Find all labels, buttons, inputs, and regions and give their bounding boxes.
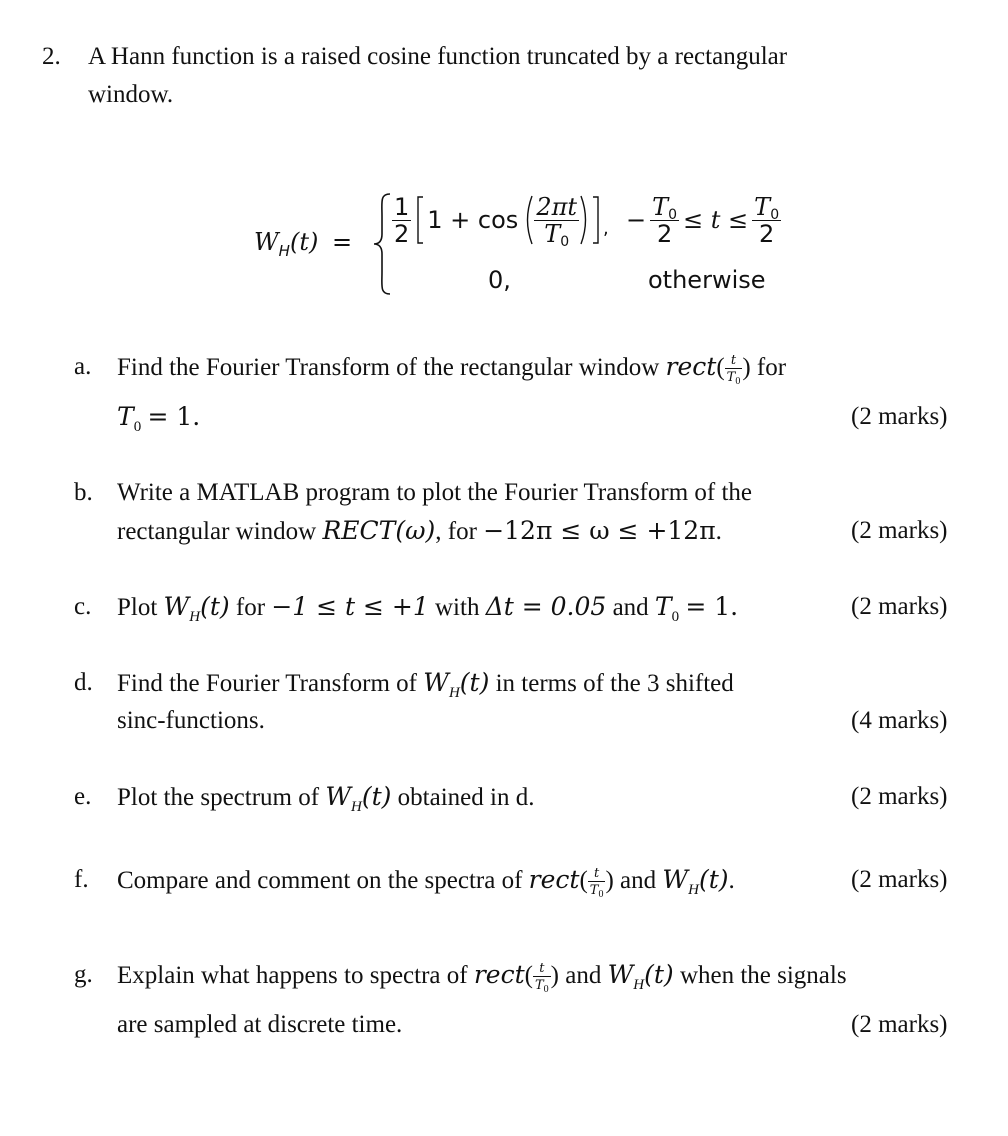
question-intro-line1: A Hann function is a raised cosine function truncated by a rectangular <box>88 43 788 70</box>
part-d-marks: (4 marks) <box>851 707 948 734</box>
part-b-marks: (2 marks) <box>851 517 948 544</box>
part-d-label: d. <box>74 669 93 696</box>
part-c-line1: Plot $W_H(t)$ for −1 ≤ t ≤ +1 with Δt = 0.05 and $T_0 = 1$. <box>117 592 739 625</box>
question-intro-line2: window. <box>88 81 174 108</box>
case1-condition: − $\frac{T0}{2}$ ≤ t ≤ $\frac{T0}{2}$ <box>626 192 780 248</box>
part-f-line1: Compare and comment on the spectra of rect( $\frac{t}{T_0}$ ) and $W_H(t)$. <box>117 865 735 901</box>
part-d-line1: Find the Fourier Transform of $W_H(t)$ in terms of the 3 shifted <box>117 668 734 701</box>
part-b-line2: rectangular window RECT(ω), for −12π ≤ ω ≤ +12π. <box>117 516 722 545</box>
pos-t0-half-fraction: $\frac{T0}{2}$ <box>754 192 780 248</box>
part-a-line2: $T_0 = 1$. <box>117 402 201 435</box>
part-c-marks: (2 marks) <box>851 593 948 620</box>
equation-lhs: $W_H(t)$ = <box>254 228 353 260</box>
question-number: 2. <box>42 43 61 70</box>
part-g-line2: are sampled at discrete time. <box>117 1011 403 1038</box>
part-b-label: b. <box>74 479 93 506</box>
part-a-marks: (2 marks) <box>851 403 948 430</box>
part-e-line1: Plot the spectrum of $W_H(t)$ obtained in d. <box>117 782 535 815</box>
cases-brace <box>372 192 392 296</box>
case2-value: 0, <box>488 266 511 294</box>
case1-value: $\frac{1}{2}$ 1 + cos $\frac{2\pi t}{T0}$ , <box>394 192 609 250</box>
part-a-line1: Find the Fourier Transform of the rectangular window rect( $\frac{t}{T_0}$ ) for <box>117 352 787 388</box>
case2-condition: otherwise <box>648 266 766 294</box>
part-f-label: f. <box>74 866 89 893</box>
right-paren <box>579 194 591 246</box>
left-paren <box>522 194 534 246</box>
half-fraction: $\frac{1}{2}$ <box>394 192 410 248</box>
left-bracket <box>415 195 425 245</box>
part-b-line1: Write a MATLAB program to plot the Fourier Transform of the <box>117 479 753 506</box>
part-e-marks: (2 marks) <box>851 783 948 810</box>
part-g-marks: (2 marks) <box>851 1011 948 1038</box>
part-f-marks: (2 marks) <box>851 866 948 893</box>
part-c-label: c. <box>74 593 92 620</box>
right-bracket <box>591 195 601 245</box>
t-over-t0-fraction: $\frac{t}{T_0}$ <box>726 353 741 388</box>
part-d-line2: sinc-functions. <box>117 707 265 734</box>
t-over-t0-fraction: $\frac{t}{T_0}$ <box>534 961 549 996</box>
hann-equation <box>254 190 794 300</box>
part-e-label: e. <box>74 783 92 810</box>
neg-t0-half-fraction: $\frac{T0}{2}$ <box>652 192 678 248</box>
part-a-label: a. <box>74 353 92 380</box>
cos-argument-fraction: $\frac{2\pi t}{T0}$ <box>536 192 577 250</box>
t-over-t0-fraction: $\frac{t}{T_0}$ <box>589 866 604 901</box>
part-g-line1: Explain what happens to spectra of rect( $\frac{t}{T_0}$ ) and $W_H(t)$ when the signals <box>117 960 847 996</box>
part-g-label: g. <box>74 961 93 988</box>
